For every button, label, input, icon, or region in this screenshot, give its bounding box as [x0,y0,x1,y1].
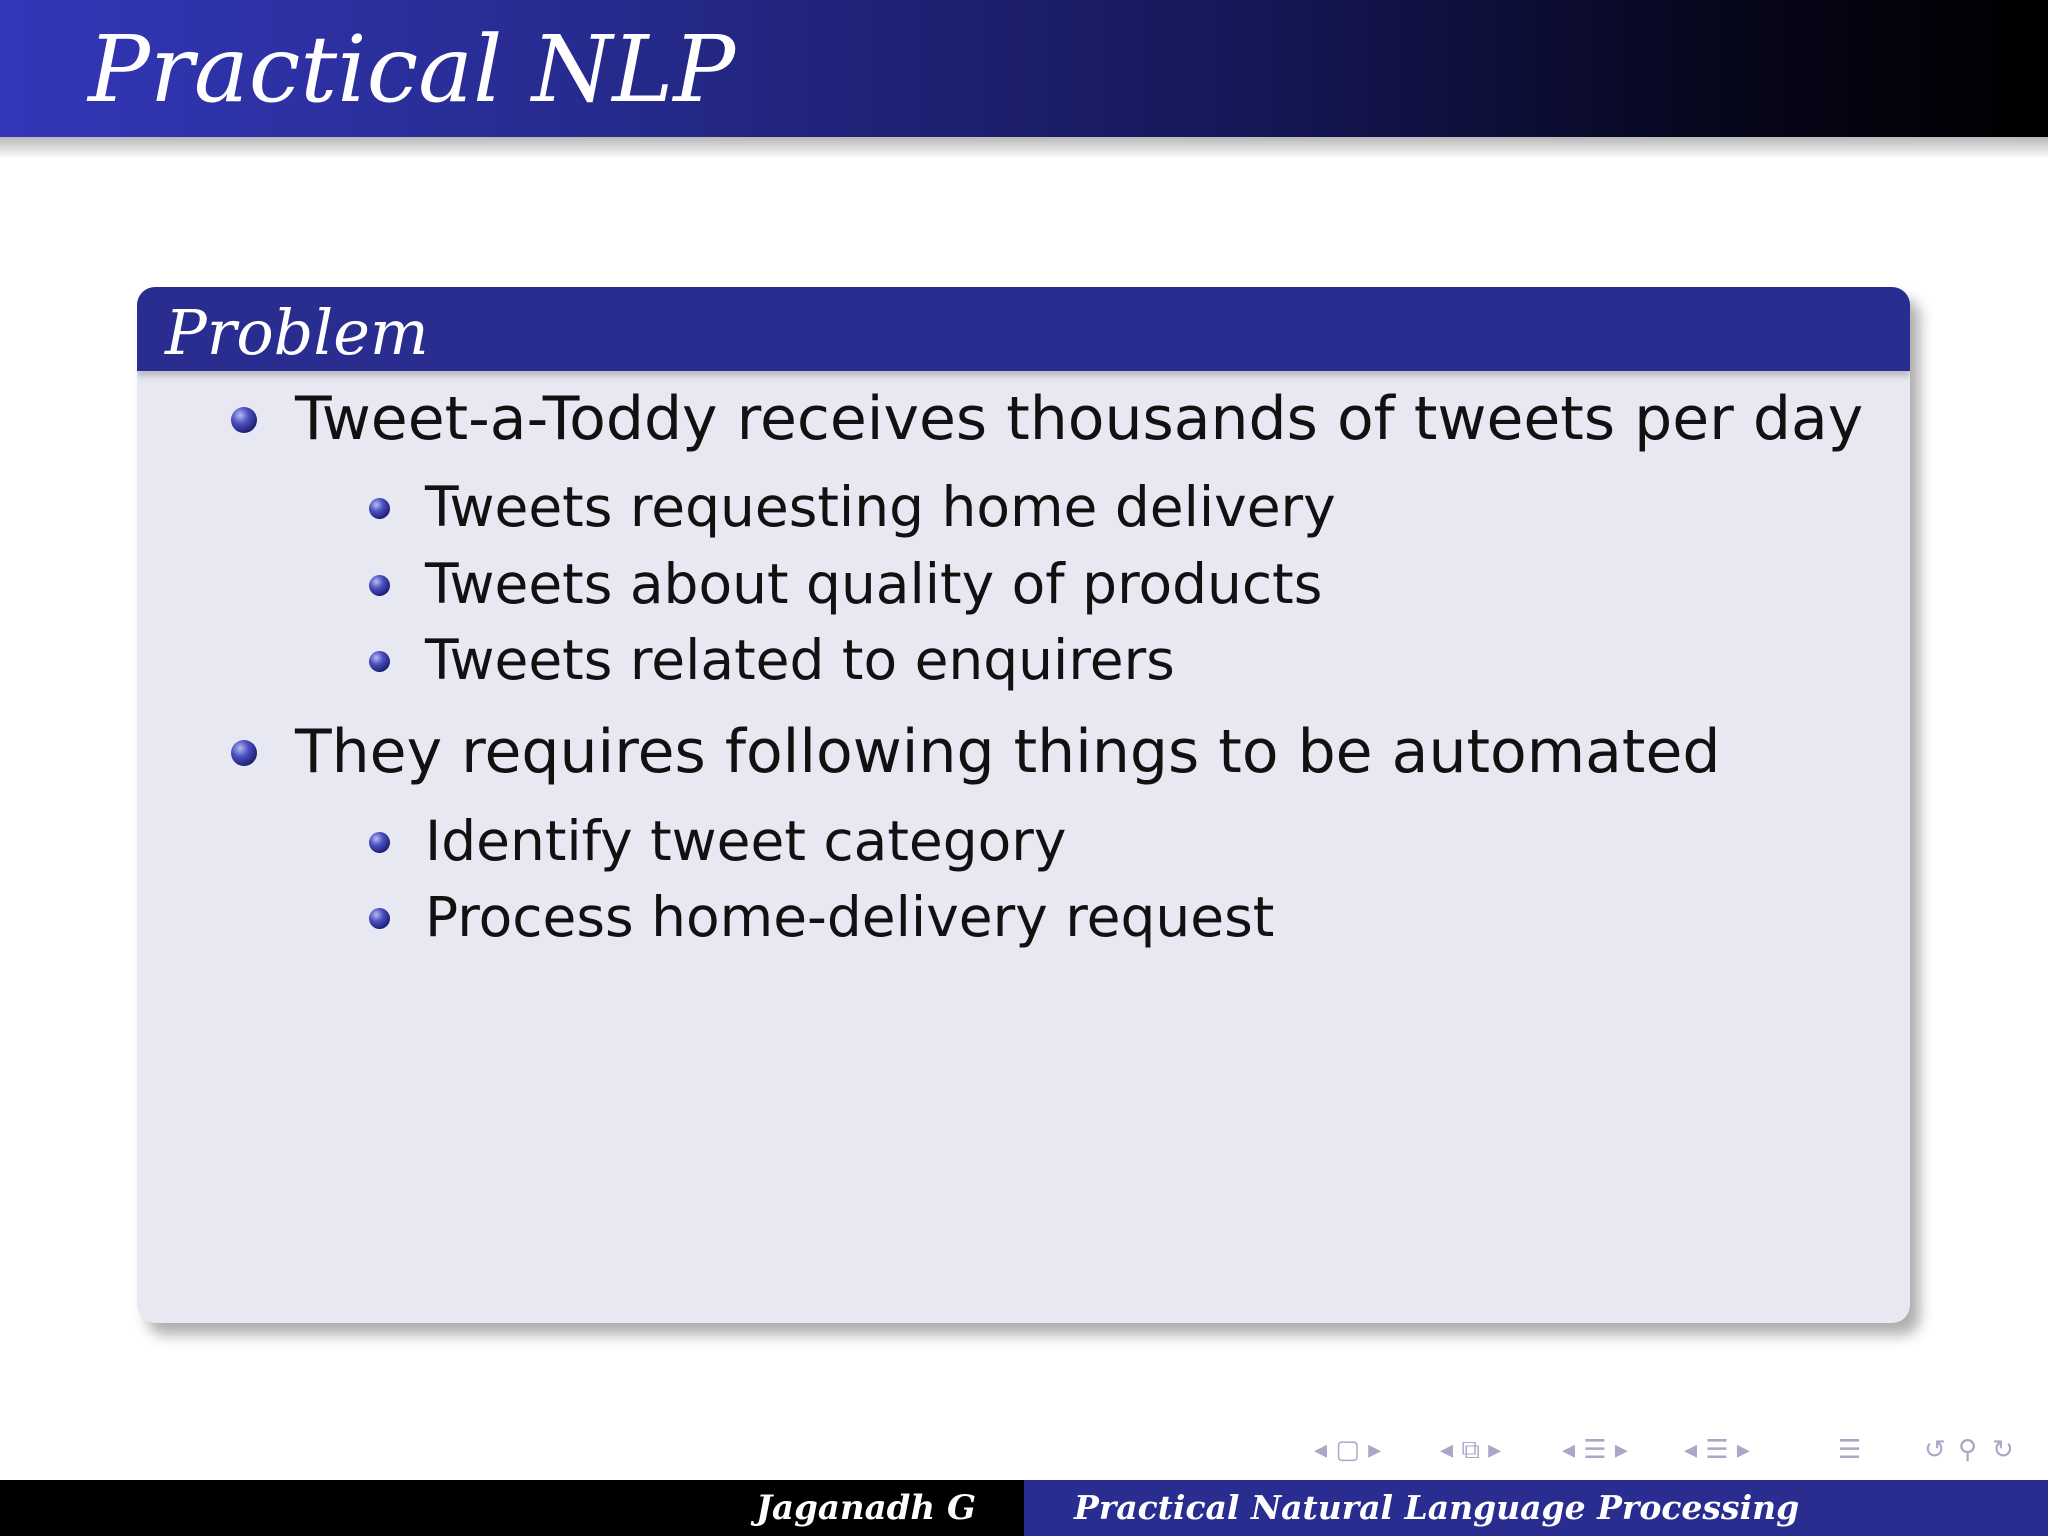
footer-left [0,1480,1024,1536]
sub-list-item [425,884,1274,950]
bullet-icon [231,740,257,766]
block-title: Problem [165,296,429,369]
nav-align-icon[interactable]: ☰ [1838,1435,1862,1465]
footer-author: Jaganadh G [755,1488,976,1528]
title-bar [0,0,2048,137]
bullet-icon [369,498,390,519]
frame-title: Practical NLP [88,16,736,123]
sub-list-item-text: Tweets requesting home delivery [425,475,1336,539]
navigation-bar [1310,1432,2030,1468]
sub-list-item-text: Identify tweet category [425,809,1067,873]
footer [0,1480,2048,1536]
nav-section-icon[interactable]: ◂ ☰ ▸ [1562,1435,1628,1465]
bullet-icon [231,407,257,433]
list-item-text: Tweet-a-Toddy receives thousands of tweets per day [295,384,1864,454]
nav-back-icon[interactable]: ↺ [1924,1435,1946,1465]
problem-block [137,287,1910,1323]
sub-list-item [425,808,1066,874]
footer-right [1024,1480,2048,1536]
sub-list-item [425,474,1336,540]
title-bar-shadow [0,137,2048,159]
nav-search-icon[interactable]: ⚲ [1958,1435,1978,1465]
list-item [295,383,1863,455]
sub-list-item [425,551,1322,617]
bullet-icon [369,651,390,672]
bullet-icon [369,575,390,596]
sub-list-item-text: Tweets about quality of products [425,552,1323,616]
sub-list-item-text: Process home-delivery request [425,885,1275,949]
nav-subsection-icon[interactable]: ◂ ⧉ ▸ [1440,1435,1502,1465]
nav-frame-icon[interactable]: ◂ ▢ ▸ [1314,1435,1382,1465]
nav-forward-icon[interactable]: ↻ [1992,1435,2014,1465]
list-item [295,716,1720,788]
bullet-icon [369,908,390,929]
sub-list-item-text: Tweets related to enquirers [425,628,1175,692]
block-title-bar [137,287,1910,371]
bullet-icon [369,832,390,853]
footer-title: Practical Natural Language Processing [1074,1488,1800,1527]
sub-list-item [425,627,1175,693]
nav-subsubsection-icon[interactable]: ◂ ☰ ▸ [1684,1435,1750,1465]
list-item-text: They requires following things to be automated [295,717,1721,787]
